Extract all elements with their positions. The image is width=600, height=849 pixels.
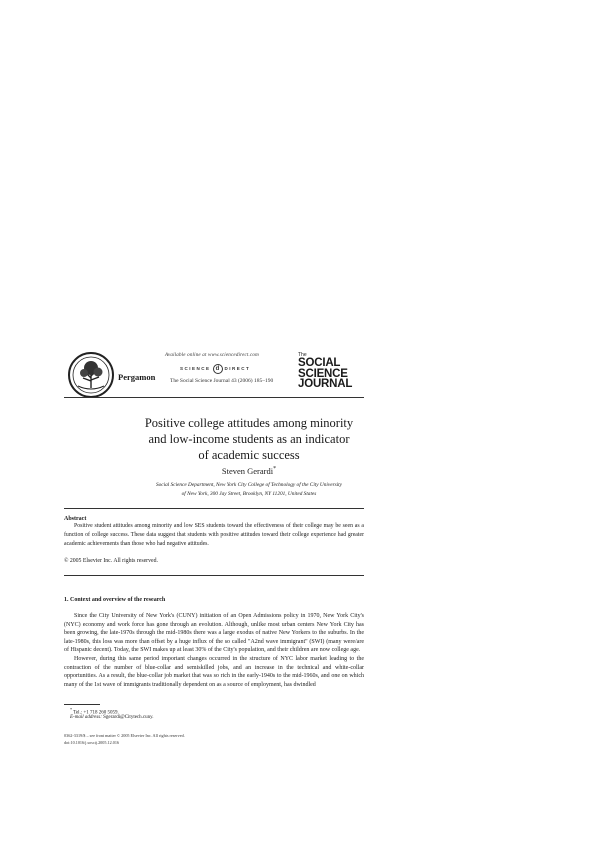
affiliation-line-1: Social Science Department, New York City College of Technology of the City University [156,482,342,488]
issn-line: 0362-3319/$ – see front matter © 2005 Elsevier Inc. All rights reserved. [64,733,185,738]
author-footnote-mark[interactable]: * [273,466,277,473]
sciencedirect-right: DIRECT [224,366,251,372]
publisher-name: Pergamon [118,372,156,382]
journal-logo-line1: SOCIAL [298,357,341,369]
abstract-copyright: © 2005 Elsevier Inc. All rights reserved. [64,558,158,564]
abstract-bottom-rule [64,575,364,576]
journal-citation: The Social Science Journal 43 (2006) 185–190 [170,378,274,384]
affiliation [60,481,438,499]
footnote-email-link[interactable]: Sgerardi@Citytech.cuny. [103,715,154,720]
sciencedirect-at-icon: d [213,364,223,374]
journal-logo [298,352,364,390]
footnote-tel-text: Tel.: +1 718 260 5059. [73,710,119,716]
footnote-mark: * [70,707,73,712]
abstract-heading: Abstract [64,516,87,522]
body-paragraph-1: Since the City University of New York's (CUNY) initiation of an Open Admissions policy in 1970, New York City's (NYC) economy and work force has gone through an evolution. Although, unlike most urban centers New York City has been growing, the late-1970s through the mid-1980s there was a large exodus of native New Yorkers to the suburbs. In the late-1980s, this loss was more than offset by a huge influx of the so called "A2nd wave immigrant" (SWI) (many were/are of Hispanic decent). Today, the SWI makes up at least 30% of the City's population, and their children are now college age. [64,613,364,654]
article-title [60,415,438,463]
doi-line[interactable]: doi:10.1016/j.soscij.2005.12.016 [64,740,120,745]
author-name: Steven Gerardi [221,466,274,476]
publisher-seal-logo [68,352,114,398]
journal-logo-line3: JOURNAL [298,378,353,390]
abstract-text: Positive student attitudes among minority and low SES students toward the effectiveness of their college may be seen as a function of college success. These data suggest that students with positive attitudes toward their college experience had greater academic achievements than those who had negative attitudes. [64,523,364,547]
sciencedirect-logo [180,364,250,374]
title-line-2: and low-income students as an indicator [148,432,350,446]
body-paragraph-2: However, during this same period important changes occurred in the structure of NYC labor market leading to the contraction of the number of blue-collar and semiskilled jobs, and an increase in the technical and white-collar opportunities. As a result, the blue-collar job market that was so rich in the early-1940s to the mid-1960s, and one on which many of the 1st wave of immigrants traditionally dependent on as a source of employment, has dwindled [64,656,364,688]
journal-logo-line2: SCIENCE [298,367,348,380]
affiliation-line-2: of New York, 300 Jay Street, Brooklyn, NY 11201, United States [181,491,317,497]
title-line-3: of academic success [198,448,300,462]
title-line-1: Positive college attitudes among minority [144,416,354,430]
journal-logo-the: The [298,352,307,358]
footnote-email [70,714,154,722]
abstract-top-rule [64,508,364,509]
tree-seal-icon [70,354,112,396]
availability-line[interactable]: Available online at www.sciencedirect.com [165,353,259,358]
sciencedirect-left: SCIENCE [180,366,211,372]
section-heading: 1. Context and overview of the research [64,597,166,603]
header-rule [64,397,364,398]
footnote-rule [64,704,100,705]
footnote-email-label: E-mail address: [70,715,102,720]
author-line [60,466,438,476]
